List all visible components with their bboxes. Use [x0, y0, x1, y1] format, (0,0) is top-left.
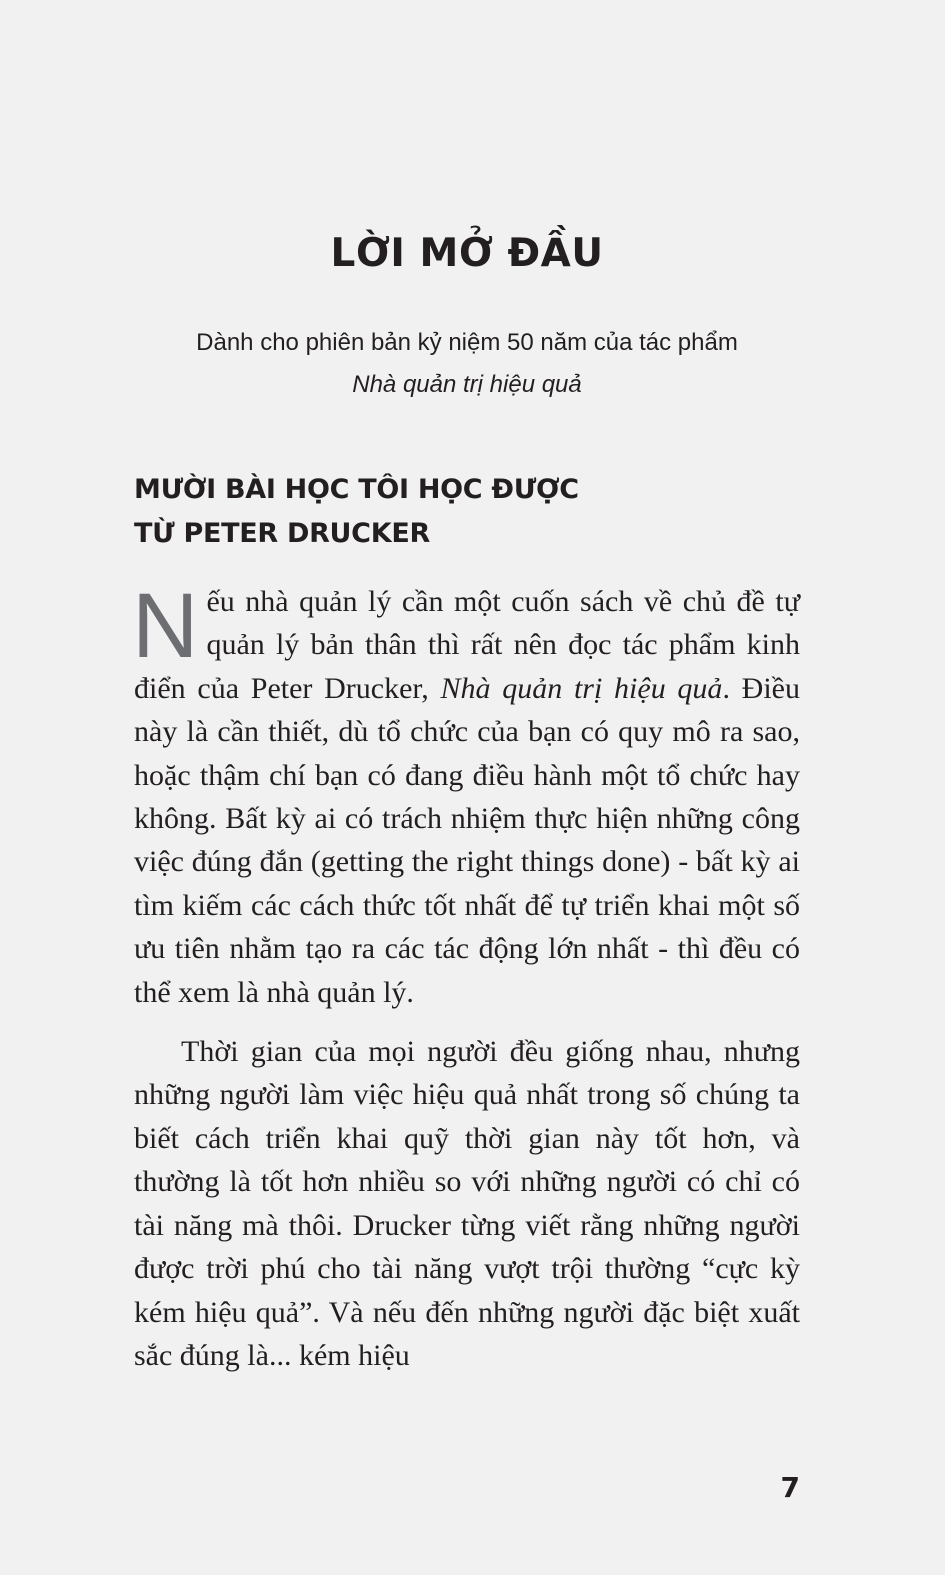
paragraph-1-book-title: Nhà quản trị hiệu quả — [440, 671, 723, 705]
section-heading-line-2: TỪ PETER DRUCKER — [134, 518, 430, 549]
dedication-line: Dành cho phiên bản kỷ niệm 50 năm của tác phẩm — [196, 329, 738, 356]
dedication — [0, 322, 934, 406]
paragraph-1-text-b: . Điều này là cần thiết, dù tổ chức của bạn có quy mô ra sao, hoặc thậm chí bạn có đang điều hành một tổ chức hay không. Bất kỳ ai có trách nhiệm thực hiện những công việc đúng đắn (getting the right things done) - bất kỳ ai tìm kiếm các cách thức tốt nhất để tự triển khai một số ưu tiên nhằm tạo ra các tác động lớn nhất - thì đều có thể xem là nhà quản lý. — [134, 671, 800, 1009]
section-heading-line-1: MƯỜI BÀI HỌC TÔI HỌC ĐƯỢC — [134, 474, 579, 505]
chapter-title: LỜI MỞ ĐẦU — [330, 231, 604, 276]
paragraph-1-text-a: ếu nhà quản lý cần một cuốn sách về chủ đề tự quản lý bản thân thì rất nên đọc tác phẩm kinh điển của Peter Drucker, — [134, 585, 800, 705]
dedication-book-title: Nhà quản trị hiệu quả — [352, 371, 582, 398]
paragraph-2: Thời gian của mọi người đều giống nhau, nhưng những người làm việc hiệu quả nhất trong số chúng ta biết cách triển khai quỹ thời gian này tốt hơn, và thường là tốt hơn nhiều so với những người có chỉ có tài năng mà thôi. Drucker từng viết rằng những người được trời phú cho tài năng vượt trội thường “cực kỳ kém hiệu quả”. Và nếu đến những người đặc biệt xuất sắc đúng là... kém hiệu — [134, 1035, 800, 1372]
drop-cap: N — [132, 575, 199, 677]
paragraph-1 — [132, 575, 800, 1014]
page-number: 7 — [780, 1471, 800, 1504]
body-text — [132, 575, 800, 1393]
section-heading — [134, 468, 800, 556]
